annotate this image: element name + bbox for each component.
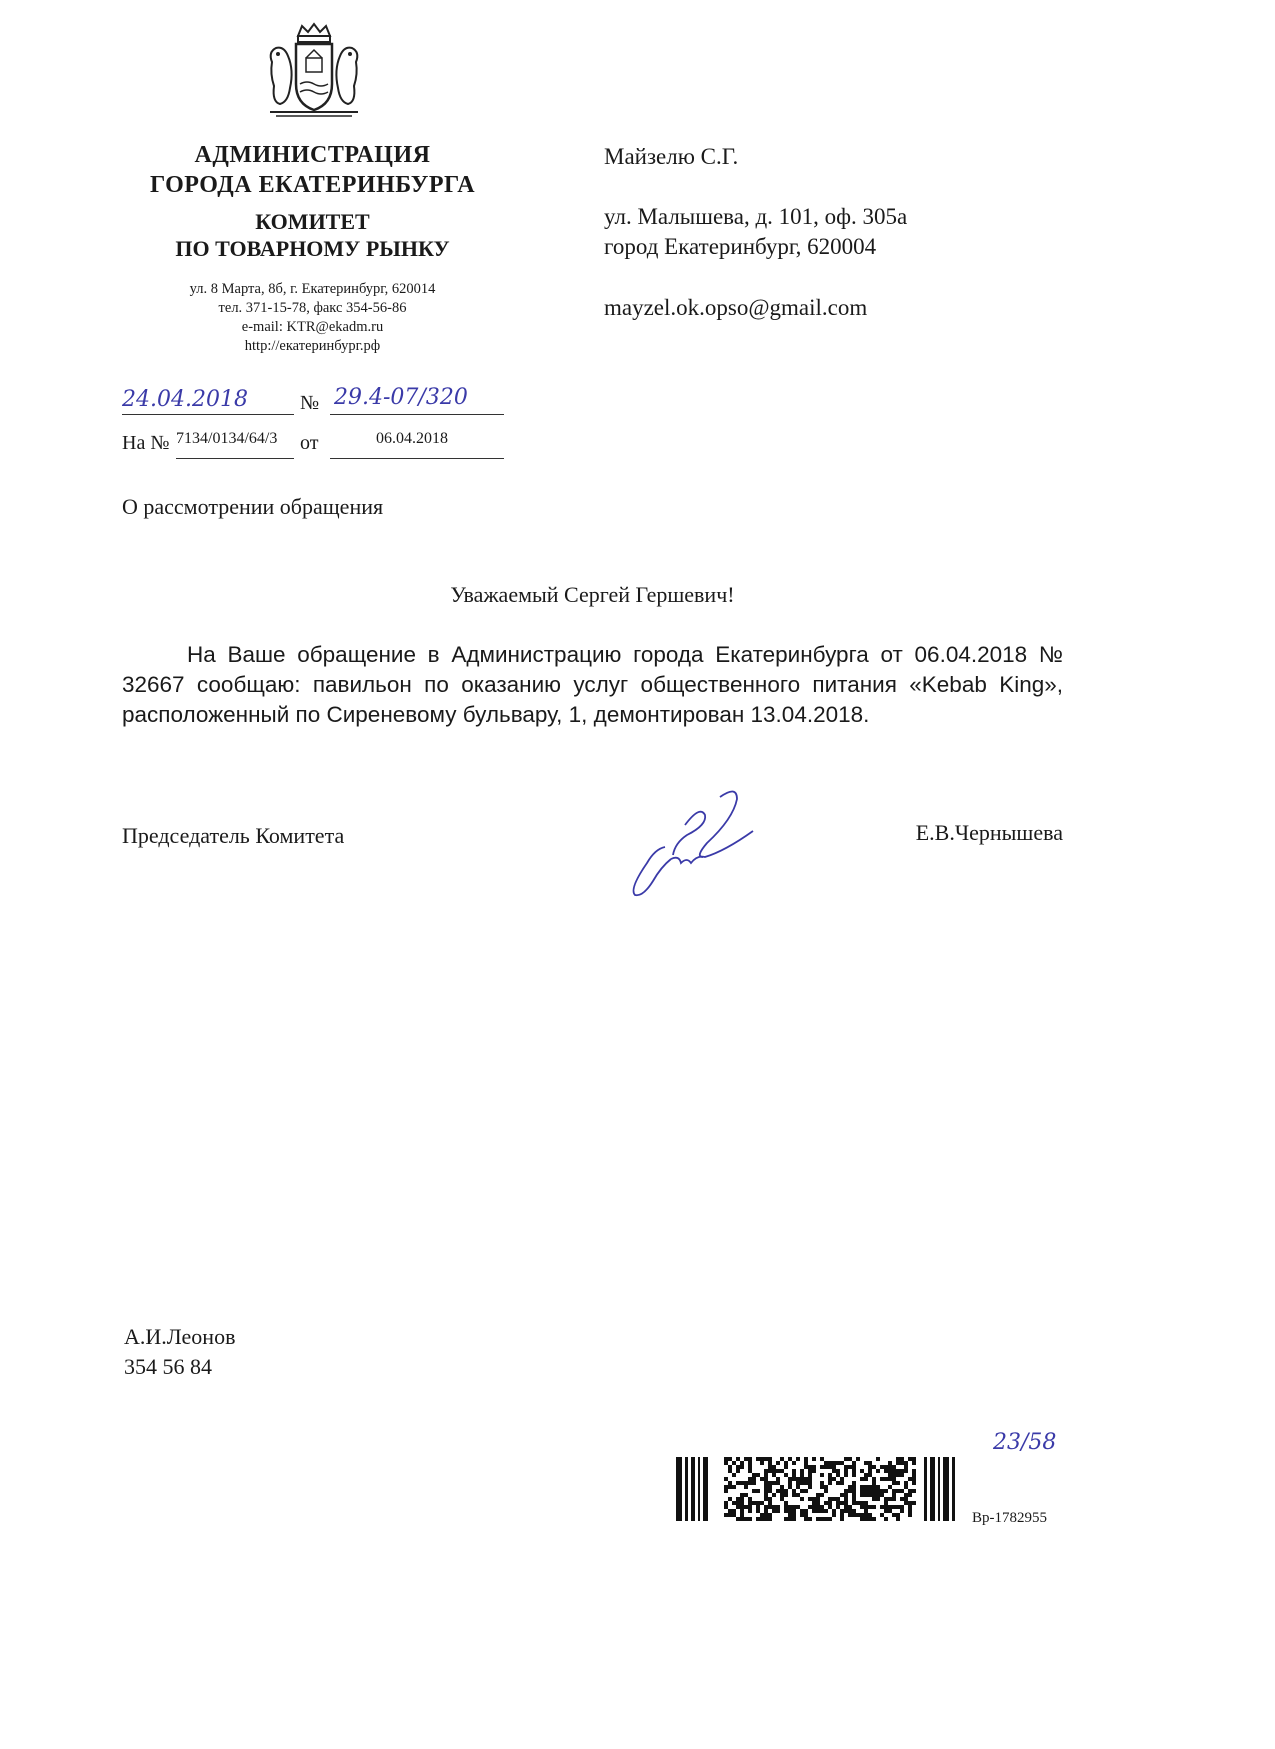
org-title-line2: ГОРОДА ЕКАТЕРИНБУРГА <box>149 172 476 198</box>
ref-from-label: от <box>300 432 319 454</box>
org-title-line1: АДМИНИСТРАЦИЯ <box>194 142 431 168</box>
letter-subject: О рассмотрении обращения <box>122 494 384 519</box>
org-contacts <box>110 280 515 356</box>
ref-label: На № <box>122 432 170 454</box>
committee-title-line1: КОМИТЕТ <box>255 209 370 234</box>
letter-body: На Ваше обращение в Администрацию города Екатеринбурга от 06.04.2018 № 32667 сообщаю: павильон по оказанию услуг общественного питания «Kebab King», расположенный по Сиреневому бульвару, 1, демонтирован 13.04.2018. <box>122 642 1063 727</box>
barcode <box>676 1457 966 1521</box>
handwritten-signature <box>625 785 755 900</box>
letter-greeting: Уважаемый Сергей Гершевич! <box>450 582 735 607</box>
org-email: e-mail: KTR@ekadm.ru <box>241 319 384 335</box>
ref-date: 06.04.2018 <box>376 430 448 447</box>
ref-number: 7134/0134/64/3 <box>176 430 278 447</box>
org-phone: тел. 371-15-78, факс 354-56-86 <box>218 300 407 316</box>
barcode-number: Вр-1782955 <box>972 1510 1047 1526</box>
coat-of-arms-emblem <box>262 22 366 122</box>
signer-position: Председатель Комитета <box>122 823 345 848</box>
number-label: № <box>300 392 320 414</box>
recipient-street: ул. Малышева, д. 101, оф. 305а <box>604 204 908 229</box>
outgoing-number: 29.4-07/320 <box>334 385 468 410</box>
executor-name: А.И.Леонов <box>124 1324 236 1349</box>
org-website: http://екатеринбург.рф <box>244 338 381 354</box>
handwritten-registration-number: 23/58 <box>993 1430 1057 1455</box>
recipient-city: город Екатеринбург, 620004 <box>604 234 877 259</box>
outgoing-date: 24.04.2018 <box>122 387 248 412</box>
org-address: ул. 8 Марта, 8б, г. Екатеринбург, 620014 <box>189 281 436 297</box>
recipient-email: mayzel.ok.opso@gmail.com <box>604 295 868 320</box>
executor-phone: 354 56 84 <box>124 1354 212 1379</box>
committee-title-line2: ПО ТОВАРНОМУ РЫНКУ <box>175 236 450 261</box>
recipient-name: Майзелю С.Г. <box>604 144 739 169</box>
signer-name: Е.В.Чернышева <box>915 820 1063 845</box>
